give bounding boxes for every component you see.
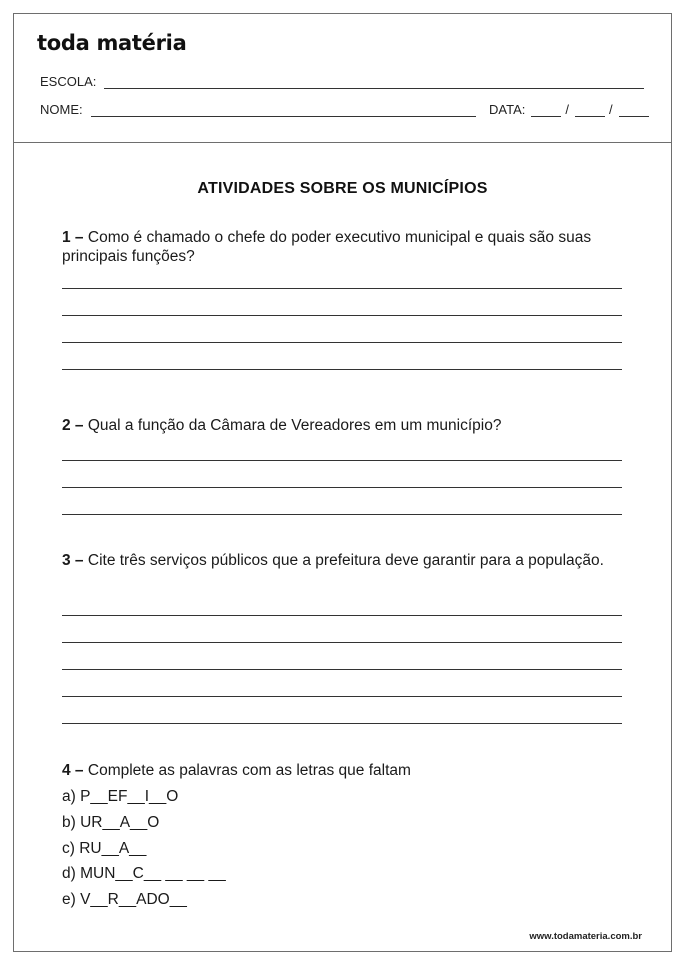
nome-field [40,102,476,117]
option-c: c) RU__A__ [62,840,147,857]
answer-line[interactable] [62,487,622,488]
answer-line[interactable] [62,369,622,370]
page-title: ATIVIDADES SOBRE OS MUNICÍPIOS [197,180,488,197]
date-month-line[interactable] [575,104,605,117]
answer-line[interactable] [62,615,622,616]
question-2 [62,416,622,435]
question-4-number: 4 – [62,762,84,779]
date-year-line[interactable] [619,104,649,117]
answer-line[interactable] [62,342,622,343]
answer-line[interactable] [62,288,622,289]
header-divider [14,142,671,143]
question-4 [62,761,622,780]
answer-line[interactable] [62,315,622,316]
question-2-text: Qual a função da Câmara de Vereadores em um município? [87,417,502,434]
nome-label: NOME: [40,102,83,117]
question-4-text: Complete as palavras com as letras que faltam [87,762,411,779]
answer-line[interactable] [62,642,622,643]
question-3-text: Cite três serviços públicos que a prefeitura deve garantir para a população. [87,552,604,569]
escola-label: ESCOLA: [40,74,97,89]
logo: toda matéria [37,31,187,55]
worksheet-frame [13,13,672,952]
question-3 [62,551,622,570]
date-slash-1: / [565,102,569,117]
option-a: a) P__EF__I__O [62,788,179,805]
question-1-number: 1 – [62,229,84,246]
answer-line[interactable] [62,696,622,697]
option-e: e) V__R__ADO__ [62,891,187,908]
question-1 [62,228,622,266]
option-b: b) UR__A__O [62,814,160,831]
question-3-number: 3 – [62,552,84,569]
option-d: d) MUN__C__ __ __ __ [62,865,226,882]
question-2-number: 2 – [62,417,84,434]
footer-url[interactable]: www.todamateria.com.br [529,931,642,942]
answer-line[interactable] [62,460,622,461]
data-label: DATA: [489,102,526,117]
answer-line[interactable] [62,669,622,670]
answer-line[interactable] [62,723,622,724]
nome-line[interactable] [91,104,476,117]
question-1-text: Como é chamado o chefe do poder executivo municipal e quais são suas principais funções? [62,229,592,265]
date-field [489,102,649,117]
date-day-line[interactable] [531,104,561,117]
answer-line[interactable] [62,514,622,515]
escola-field [40,74,644,89]
date-slash-2: / [608,102,613,117]
escola-line[interactable] [104,76,644,89]
